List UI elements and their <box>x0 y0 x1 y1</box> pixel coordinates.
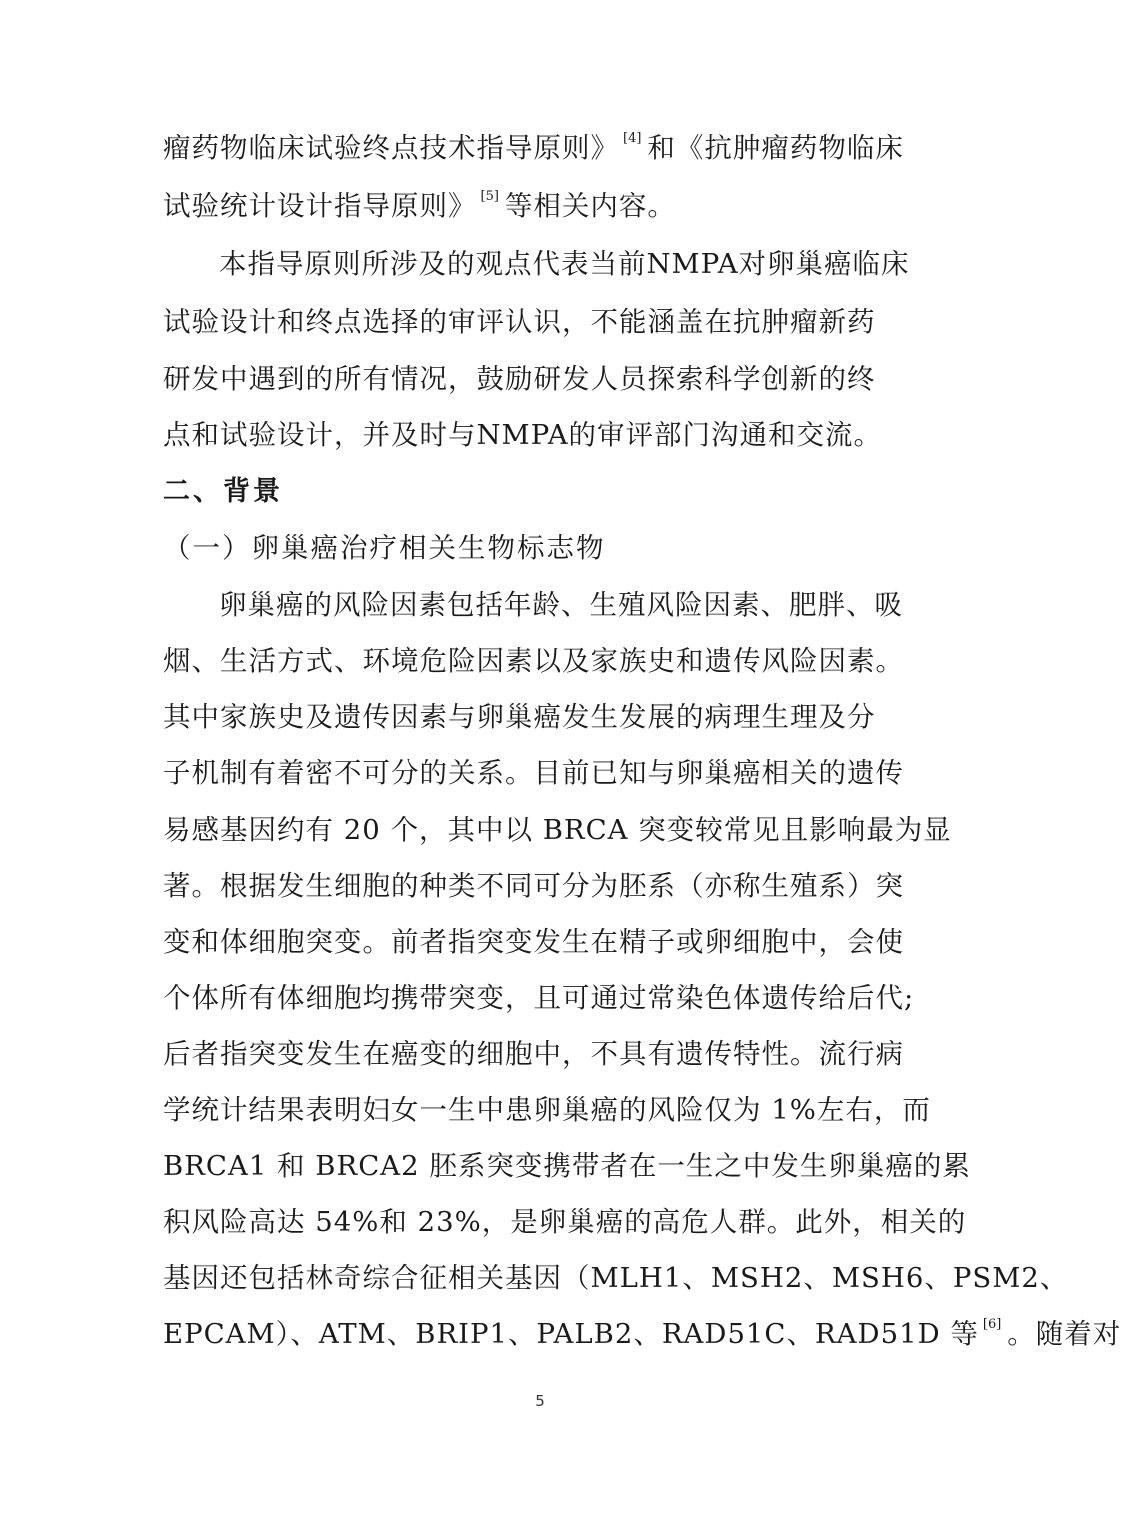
paragraph-line: 烟、生活方式、环境危险因素以及家族史和遗传风险因素。 <box>163 645 904 677</box>
text-line <box>163 186 676 226</box>
paragraph-line: 本指导原则所涉及的观点代表当前NMPA对卵巢癌临床 <box>219 248 910 280</box>
citation-ref: [4] <box>623 131 642 146</box>
text-line <box>163 1314 1121 1354</box>
paragraph-line: 卵巢癌的风险因素包括年龄、生殖风险因素、肥胖、吸 <box>219 589 903 621</box>
text-run: 试验统计设计指导原则》 <box>163 190 477 222</box>
paragraph-line: 基因还包括林奇综合征相关基因（MLH1、MSH2、MSH6、PSM2、 <box>163 1262 1069 1294</box>
citation-ref: [5] <box>480 189 499 204</box>
paragraph-line: 试验设计和终点选择的审评认识，不能涵盖在抗肿瘤新药 <box>163 306 876 338</box>
paragraph-line: 积风险高达 54%和 23%，是卵巢癌的高危人群。此外，相关的 <box>163 1206 967 1238</box>
paragraph-line: 变和体细胞突变。前者指突变发生在精子或卵细胞中，会使 <box>163 926 904 958</box>
paragraph-line: 学统计结果表明妇女一生中患卵巢癌的风险仅为 1%左右，而 <box>163 1094 931 1126</box>
paragraph-line: 研发中遇到的所有情况，鼓励研发人员探索科学创新的终 <box>163 363 876 395</box>
paragraph-line: 子机制有着密不可分的关系。目前已知与卵巢癌相关的遗传 <box>163 757 904 789</box>
citation-ref: [6] <box>982 1317 1002 1332</box>
paragraph-line: 后者指突变发生在癌变的细胞中，不具有遗传特性。流行病 <box>163 1038 904 1070</box>
text-run: 瘤药物临床试验终点技术指导原则》 <box>163 132 619 164</box>
text-run: 等相关内容。 <box>504 190 676 222</box>
paragraph-line: 个体所有体细胞均携带突变，且可通过常染色体遗传给后代; <box>163 982 915 1014</box>
page-number: 5 <box>535 1392 545 1410</box>
paragraph-line: BRCA1 和 BRCA2 胚系突变携带者在一生之中发生卵巢癌的累 <box>163 1150 971 1182</box>
paragraph-line: 著。根据发生细胞的种类不同可分为胚系（亦称生殖系）突 <box>163 870 904 902</box>
paragraph-line: 其中家族史及遗传因素与卵巢癌发生发展的病理生理及分 <box>163 701 876 733</box>
text-run: 和《抗肿瘤药物临床 <box>647 132 904 164</box>
text-run: EPCAM）、ATM、BRIP1、PALB2、RAD51C、RAD51D 等 <box>163 1318 979 1350</box>
text-run: 。随着对 <box>1007 1318 1121 1350</box>
paragraph-line: 点和试验设计，并及时与NMPA的审评部门沟通和交流。 <box>163 419 883 451</box>
subsection-heading: （一）卵巢癌治疗相关生物标志物 <box>163 532 606 564</box>
paragraph-line: 易感基因约有 20 个，其中以 BRCA 突变较常见且影响最为显 <box>163 814 952 846</box>
section-heading: 二、背景 <box>163 476 283 507</box>
text-line <box>163 128 904 168</box>
